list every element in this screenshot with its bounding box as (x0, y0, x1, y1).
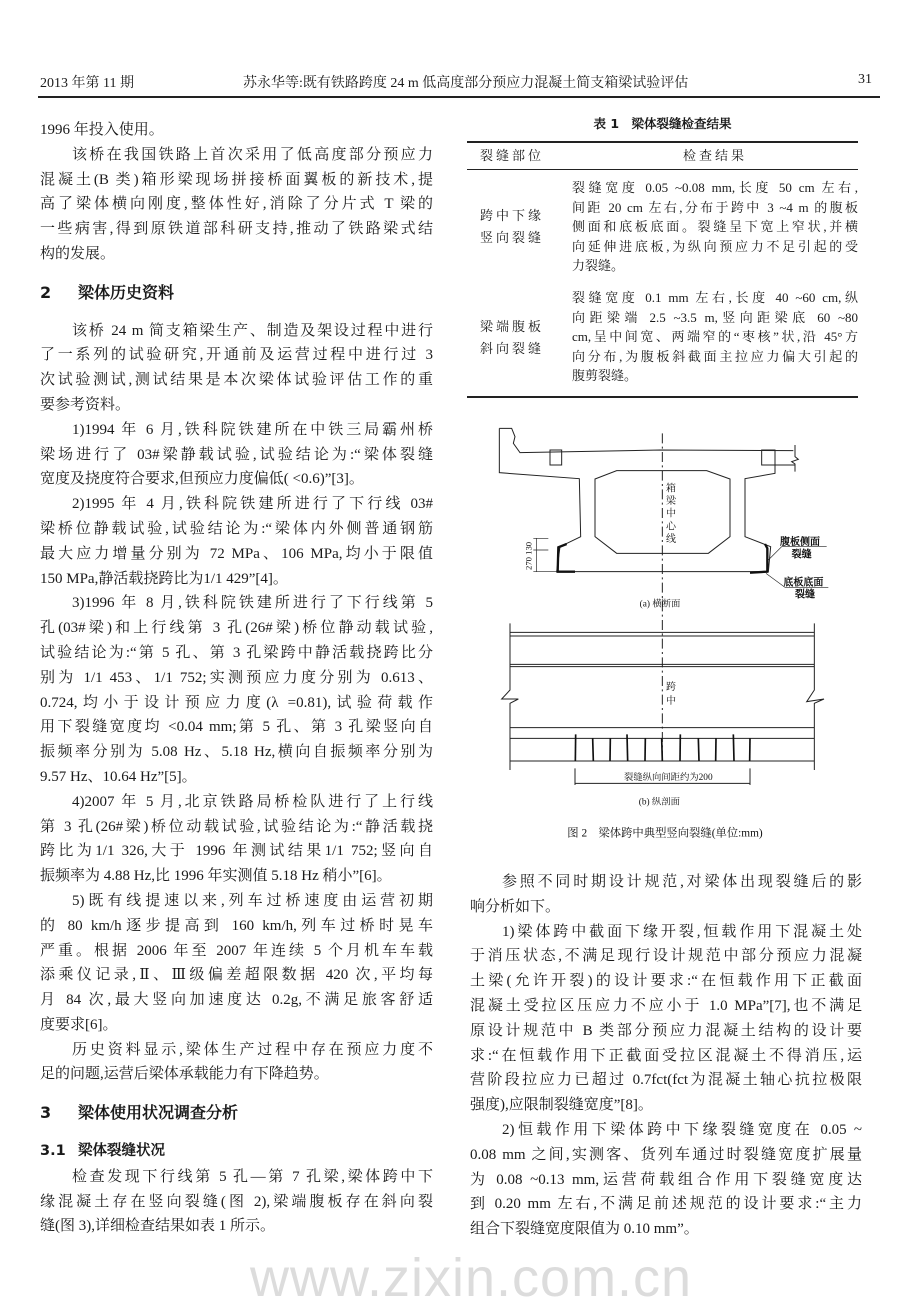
left-column (40, 118, 433, 1239)
heading-text: 梁体裂缝状况 (78, 1143, 165, 1160)
result-line: 向距梁端 2.5 ~3.5 m,竖向距梁底 60 ~80 (572, 309, 858, 325)
paragraph-line: 2)恒载作用下梁体跨中下缘裂缝宽度在 0.05 ~ (502, 1121, 862, 1138)
page-number: 31 (858, 72, 872, 87)
table-header-location: 裂缝部位 (480, 148, 545, 163)
paragraph-line: 历史资料显示,梁体生产过程中存在预应力度不 (72, 1041, 433, 1058)
paragraph-line: 缝(图 3),详细检查结果如表 1 所示。 (40, 1218, 275, 1235)
location-line: 斜向裂缝 (480, 341, 545, 356)
result-line: 侧面和底板底面。裂缝呈下宽上窄状,并横 (572, 219, 858, 235)
paragraph-line: 梁桥位静载试验,试验结论为:“梁体内外侧普通钢筋 (40, 520, 433, 537)
paragraph-line: 该桥 24 m 简支箱梁生产、制造及架设过程中进行 (72, 322, 433, 339)
paragraph-line: 检查发现下行线第 5 孔—第 7 孔梁,梁体跨中下 (72, 1168, 433, 1185)
paragraph-line: 别为 1/1 453、1/1 752;实测预应力度分别为 0.613、 (40, 669, 433, 686)
heading-number: 3 (40, 1103, 52, 1123)
label-char: 梁 (666, 496, 676, 507)
paragraph-line: 混凝土(B 类)箱形梁现场拼接桥面翼板的新技术,提 (40, 171, 433, 188)
paragraph-line: 1)梁体跨中截面下缘开裂,恒载作用下混凝土处 (502, 923, 862, 940)
table-header-row (467, 143, 858, 170)
right-column (470, 870, 862, 1242)
paragraph-line: 营阶段拉应力已超过 0.7fct(fct为混凝土轴心抗拉极限 (470, 1072, 862, 1089)
result-line: 间距 20 cm 左右,分布于跨中 3 ~4 m 的腹板 (572, 199, 858, 215)
paragraph-line: 了一系列的试验研究,开通前及运营过程中进行过 3 (40, 347, 433, 364)
label-char: 箱 (666, 483, 676, 495)
paragraph-line: 缘混凝土存在竖向裂缝(图 2),梁端腹板存在斜向裂 (40, 1193, 433, 1210)
paragraph-line: 次试验测试,测试结果是本次梁体试验评估工作的重 (40, 372, 433, 389)
right-slot (762, 450, 775, 465)
paragraph-line: 4)2007 年 5 月,北京铁路局桥检队进行了上行线 (72, 793, 433, 810)
crack-line (627, 734, 628, 761)
crack-line (733, 734, 734, 761)
figure-caption: 图 2 梁体跨中典型竖向裂缝(单位:mm) (567, 827, 763, 840)
table-header-result: 检查结果 (682, 148, 747, 163)
result-line: 向延伸进底板,为纵向预应力不足引起的受 (572, 238, 858, 254)
break-symbol (792, 445, 799, 472)
location-line: 跨中下缘 (480, 208, 545, 223)
result-line: 腹剪裂缝。 (572, 368, 638, 384)
paragraph-line: 9.57 Hz、10.64 Hz”[5]。 (40, 768, 197, 785)
paragraph-line: 跨比为1/1 326,大于 1996 年测试结果1/1 752;竖向自 (40, 843, 433, 860)
row-location (480, 316, 560, 360)
web-crack-label: 裂缝 (791, 549, 812, 561)
paragraph-line: 高了梁体横向刚度,整体性好,消除了分片式 T 梁的 (40, 196, 433, 213)
centerline-label (666, 482, 677, 545)
paragraph-line: 梁场进行了 03#梁静载试验,试验结论为:“梁体裂缝 (40, 446, 433, 463)
table-row (467, 284, 858, 396)
web-crack-label: 腹板侧面 (780, 537, 820, 548)
heading-number: 2 (40, 282, 52, 302)
paragraph-line: 响分析如下。 (470, 898, 561, 915)
paragraph-line: 0.724,均小于设计预应力度(λ =0.81),试验荷载作 (40, 694, 433, 711)
paragraph-line: 0.08 mm 之间,实测客、货列车通过时裂缝宽度扩展量 (470, 1146, 862, 1163)
result-line: cm,呈中间宽、两端窄的“枣核”状,沿 45°方 (572, 329, 858, 345)
result-line: 裂缝宽度 0.05 ~0.08 mm,长度 50 cm 左右, (572, 180, 858, 195)
paragraph-line: 足的问题,运营后梁体承载能力有下降趋势。 (40, 1066, 329, 1083)
crack-inspection-table (467, 141, 858, 398)
paragraph-line: 该桥在我国铁路上首次采用了低高度部分预应力 (72, 146, 433, 163)
paragraph-line: 于消压状态,不满足现行设计规范中部分预应力混凝 (470, 948, 862, 965)
midspan-label (666, 680, 676, 707)
crack-line (698, 738, 699, 761)
paragraph-line: 2)1995 年 4 月,铁科院铁建所进行了下行线 03# (72, 496, 433, 513)
paragraph-line: 原设计规范中 B 类部分预应力混凝土结构的设计要 (470, 1022, 862, 1039)
paragraph-line: 最大应力增量分别为 72 MPa、106 MPa,均小于限值 (40, 545, 433, 562)
watermark: www.zixin.com.cn (250, 1248, 693, 1308)
paragraph-line: 第 3 孔(26#梁)桥位动载试验,试验结论为:“静活载挠 (40, 818, 433, 835)
label-char: 中 (666, 508, 676, 520)
figure-2-crack-diagram (460, 400, 900, 840)
label-char: 跨 (666, 682, 676, 693)
result-line: 力裂缝。 (572, 258, 625, 274)
paragraph-line: 振频率为 4.88 Hz,比 1996 年实测值 5.18 Hz 稍小”[6]。 (40, 868, 392, 885)
paragraph-line: 组合下裂缝宽度限值为 0.10 mm”。 (470, 1221, 699, 1238)
paragraph-line: 月 84 次,最大竖向加速度达 0.2g,不满足旅客舒适 (40, 992, 433, 1009)
label-char: 心 (666, 521, 676, 533)
paragraph-line: 5)既有线提速以来,列车过桥速度由运营初期 (72, 892, 433, 909)
paragraph-line: 混凝土受拉区压应力不应小于 1.0 MPa”[7],也不满足 (470, 997, 862, 1014)
paragraph-line: 1996 年投入使用。 (40, 122, 164, 138)
dimension-label: 270 130 (523, 541, 534, 570)
paragraph-line: 宽度及挠度符合要求,但预应力度偏低( <0.6)”[3]。 (40, 471, 364, 488)
heading-text: 梁体使用状况调查分析 (78, 1103, 239, 1123)
section-heading (40, 281, 433, 306)
paragraph-line: 振频率分别为 5.08 Hz、5.18 Hz,横向自振频率分别为 (40, 744, 433, 761)
paragraph-line: 为 0.08 ~0.13 mm,运营荷载组合作用下裂缝宽度达 (470, 1171, 862, 1188)
running-header (38, 70, 880, 98)
paragraph-line: 参照不同时期设计规范,对梁体出现裂缝后的影 (502, 874, 862, 890)
label-char: 线 (666, 534, 676, 545)
paragraph-line: 强度),应限制裂缝宽度”[8]。 (470, 1097, 653, 1114)
row-result (572, 178, 858, 276)
result-line: 向分布,为腹板斜截面主拉应力偏大引起的 (572, 348, 858, 364)
crack-labels (780, 535, 823, 601)
location-line: 梁端腹板 (480, 319, 545, 334)
heading-number: 3.1 (40, 1143, 66, 1160)
paragraph-line: 到 0.20 mm 左右,不满足前述规范的设计要求:“主力 (470, 1196, 862, 1213)
paragraph-line: 严重。根据 2006 年至 2007 年连续 5 个月机车车载 (40, 942, 433, 959)
paragraph-line: 一些病害,得到原铁道部科研支持,推动了铁路梁式结 (40, 221, 433, 238)
paragraph-line: 试验结论为:“第 5 孔、第 3 孔梁跨中静活载挠跨比分 (40, 644, 433, 661)
subsection-heading (40, 1139, 433, 1164)
subcaption-b: (b) 纵剖面 (638, 797, 680, 808)
result-line: 裂缝宽度 0.1 mm 左右,长度 40 ~60 cm,纵 (572, 290, 858, 305)
paragraph-line: 用下裂缝宽度均 <0.04 mm;第 5 孔、第 3 孔梁竖向自 (40, 719, 433, 736)
spacing-label: 裂缝纵向间距约为200 (624, 773, 713, 783)
paragraph-line: 的 80 km/h逐步提高到 160 km/h,列车过桥时晃车 (40, 917, 433, 934)
journal-issue: 2013 年第 11 期 (40, 76, 134, 91)
running-title: 苏永华等:既有铁路跨度 24 m 低高度部分预应力混凝土简支箱梁试验评估 (243, 76, 689, 91)
bottom-crack-label: 底板底面 (783, 577, 824, 589)
paragraph-line: 构的发展。 (40, 245, 116, 262)
row-location (480, 205, 560, 249)
paragraph-line: 孔(03#梁)和上行线第 3 孔(26#梁)桥位静动载试验, (40, 620, 433, 637)
paragraph-line: 150 MPa,静活载挠跨比为1/1 429”[4]。 (40, 570, 288, 587)
crack-line (662, 738, 663, 761)
row-result (572, 288, 858, 386)
paragraph-line: 求:“在恒载作用下正截面受拉区混凝土不得消压,运 (470, 1047, 862, 1064)
table-row (467, 170, 858, 284)
subcaption-a: (a) 横断面 (639, 599, 681, 610)
crack-line (593, 738, 594, 761)
heading-text: 梁体历史资料 (78, 282, 175, 302)
section-heading (40, 1101, 433, 1126)
label-char: 中 (666, 696, 676, 707)
paragraph-line: 土梁(允许开裂)的设计要求:“在恒载作用下正截面 (470, 973, 862, 990)
location-line: 竖向裂缝 (480, 230, 545, 245)
bottom-crack-label: 裂缝 (795, 589, 815, 601)
paragraph-line: 3)1996 年 8 月,铁科院铁建所进行了下行线第 5 (72, 595, 433, 612)
paragraph-line: 度要求[6]。 (40, 1016, 118, 1033)
paragraph-line: 1)1994 年 6 月,铁科院铁建所在中铁三局霸州桥 (72, 421, 433, 438)
paragraph-line: 要参考资料。 (40, 396, 131, 413)
paragraph-line: 添乘仪记录,Ⅱ、Ⅲ级偏差超限数据 420 次,平均每 (40, 967, 433, 984)
table-title: 表 1 梁体裂缝检查结果 (593, 116, 732, 131)
